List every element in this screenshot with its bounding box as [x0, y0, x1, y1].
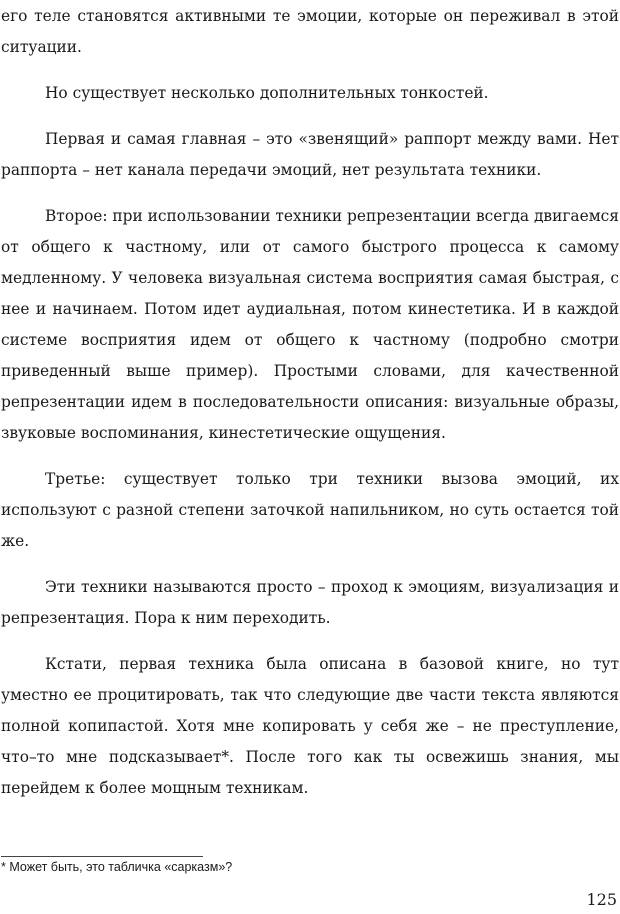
paragraph-rapport: Первая и самая главная – это «звенящий» раппорт между вами. Нет раппорта – нет канала передачи эмоций, нет результата техники.: [1, 130, 619, 179]
footnote-divider: [1, 856, 203, 857]
page-number: 125: [586, 890, 617, 909]
paragraph-three-techniques: Третье: существует только три техники вызова эмоций, их используют с разной степени заточкой напильником, но суть остается той же.: [1, 470, 619, 550]
body-text: [1, 1, 619, 819]
paragraph-continuation: его теле становятся активными те эмоции, которые он переживал в этой ситуации.: [1, 7, 619, 56]
paragraph-nuances: Но существует несколько дополнительных тонкостей.: [45, 84, 489, 102]
paragraph-techniques-names: Эти техники называются просто – проход к эмоциям, визуализация и репрезентация. Пора к ним переходить.: [1, 578, 619, 627]
paragraph-representation: Второе: при использовании техники репрезентации всегда двигаемся от общего к частному, или от самого быстрого процесса к самому медленному. У человека визуальная система восприятия самая быстрая, с нее и начинаем. Потом идет аудиальная, потом кинестетика. И в каждой системе восприятия идем от общего к частному (подробно смотри приведенный выше пример). Простыми словами, для качественной репрезентации идем в последовательности описания: визуальные образы, звуковые воспоминания, кинестетические ощущения.: [1, 207, 619, 442]
paragraph-quote-intro: Кстати, первая техника была описана в базовой книге, но тут уместно ее процитировать, так что следующие две части текста являются полной копипастой. Хотя мне копировать у себя же – не преступление, что–то мне подсказывает*. После того как ты освежишь знания, мы перейдем к более мощным техникам.: [1, 655, 619, 797]
footnote: * Может быть, это табличка «сарказм»?: [1, 860, 233, 874]
